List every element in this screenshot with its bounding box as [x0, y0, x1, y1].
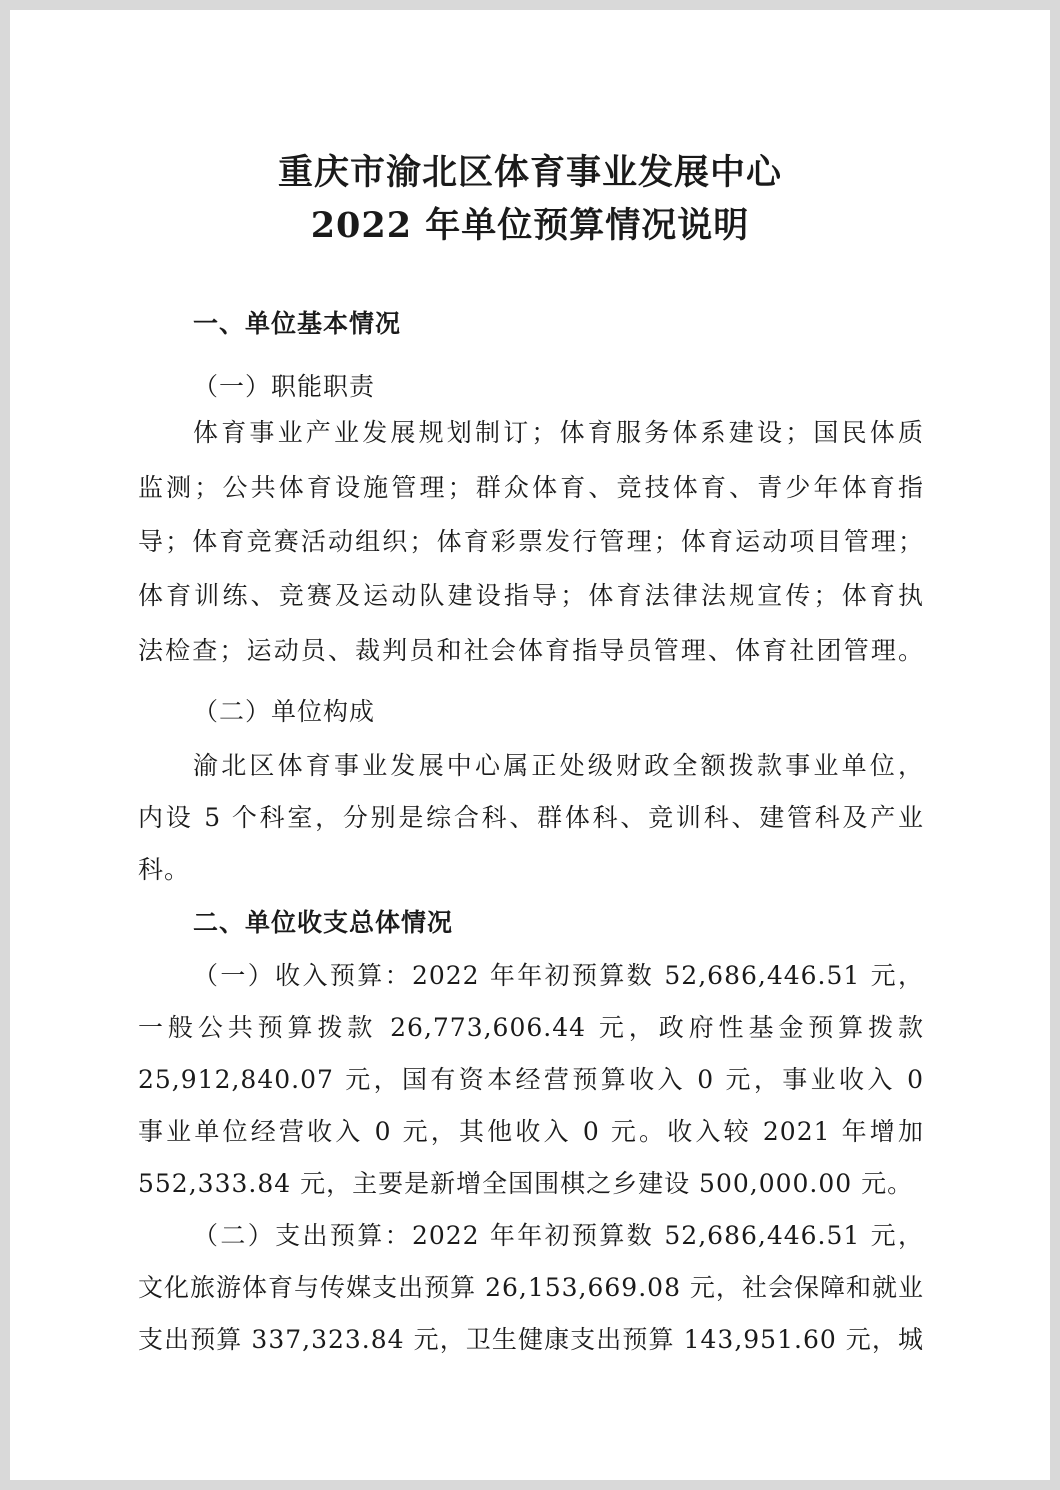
paragraph-line: 事业单位经营收入 0 元，其他收入 0 元。收入较 2021 年增加	[138, 1117, 924, 1146]
paragraph-line: 导；体育竞赛活动组织；体育彩票发行管理；体育运动项目管理；	[138, 527, 924, 556]
paragraph-line: 法检查；运动员、裁判员和社会体育指导员管理、体育社团管理。	[138, 636, 924, 665]
paragraph-line: 一般公共预算拨款 26,773,606.44 元，政府性基金预算拨款	[138, 1013, 924, 1042]
subsection-functions-heading: （一）职能职责	[193, 372, 376, 401]
paragraph-line: 体育事业产业发展规划制订；体育服务体系建设；国民体质	[193, 418, 924, 447]
paragraph-line: 支出预算 337,323.84 元，卫生健康支出预算 143,951.60 元，城	[138, 1325, 924, 1354]
paragraph-line: 渝北区体育事业发展中心属正处级财政全额拨款事业单位，	[193, 751, 924, 780]
section1-heading: 一、单位基本情况	[193, 309, 402, 338]
paragraph-line: 监测；公共体育设施管理；群众体育、竞技体育、青少年体育指	[138, 473, 924, 502]
paragraph-line: 25,912,840.07 元，国有资本经营预算收入 0 元，事业收入 0	[138, 1065, 924, 1094]
subsection-composition-heading: （二）单位构成	[193, 697, 376, 726]
paragraph-line: （二）支出预算：2022 年年初预算数 52,686,446.51 元，	[193, 1221, 924, 1250]
paragraph-line: 552,333.84 元，主要是新增全国围棋之乡建设 500,000.00 元。	[138, 1169, 914, 1198]
section2-heading: 二、单位收支总体情况	[193, 908, 454, 937]
paragraph-line: 科。	[138, 855, 191, 884]
paragraph-line: 体育训练、竞赛及运动队建设指导；体育法律法规宣传；体育执	[138, 581, 924, 610]
paragraph-line: （一）收入预算：2022 年年初预算数 52,686,446.51 元，	[193, 961, 924, 990]
document-page	[10, 10, 1050, 1480]
paragraph-line: 内设 5 个科室，分别是综合科、群体科、竞训科、建管科及产业	[138, 803, 924, 832]
paragraph-line: 文化旅游体育与传媒支出预算 26,153,669.08 元，社会保障和就业	[138, 1273, 924, 1302]
document-title-line2: 2022 年单位预算情况说明	[310, 205, 750, 246]
document-title-line1: 重庆市渝北区体育事业发展中心	[277, 152, 782, 193]
